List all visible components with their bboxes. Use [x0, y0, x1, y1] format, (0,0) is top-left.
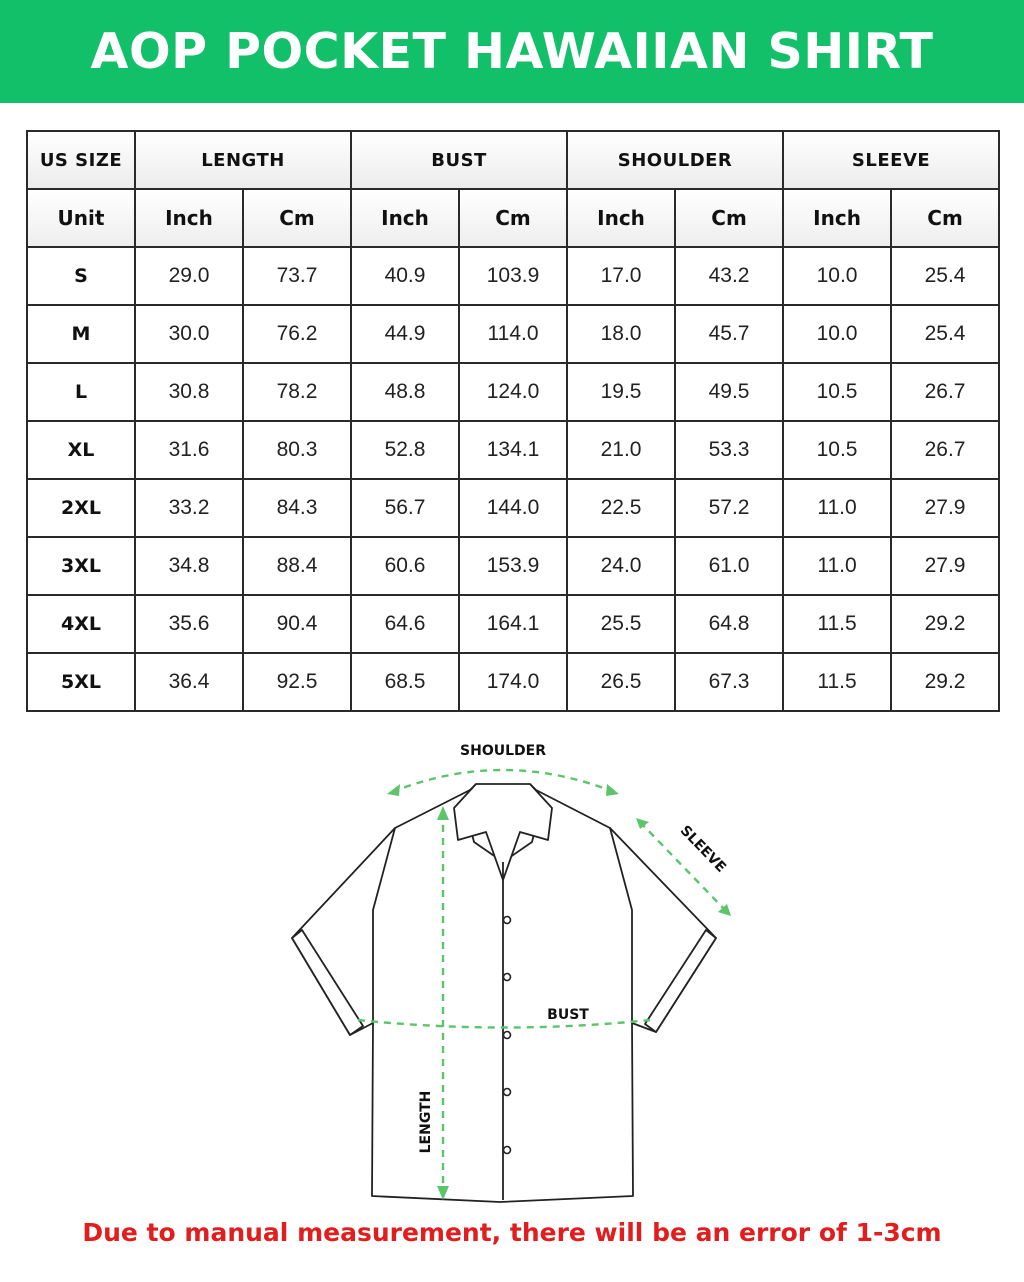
measurement-cell: 30.8: [135, 363, 243, 421]
table-row: [27, 653, 999, 711]
measurement-cell: 11.0: [783, 537, 891, 595]
measurement-cell: 25.5: [567, 595, 675, 653]
measurement-cell: 49.5: [675, 363, 783, 421]
size-cell: L: [27, 363, 135, 421]
measurement-cell: 56.7: [351, 479, 459, 537]
measurement-cell: 114.0: [459, 305, 567, 363]
measurement-cell: 31.6: [135, 421, 243, 479]
size-cell: M: [27, 305, 135, 363]
measurement-cell: 103.9: [459, 247, 567, 305]
size-cell: 4XL: [27, 595, 135, 653]
bust-header: BUST: [351, 131, 567, 189]
measurement-cell: 19.5: [567, 363, 675, 421]
length-label: LENGTH: [418, 1090, 434, 1154]
shirt-outline: [292, 784, 716, 1202]
measurement-cell: 124.0: [459, 363, 567, 421]
measurement-cell: 78.2: [243, 363, 351, 421]
table-row: [27, 479, 999, 537]
measurement-cell: 10.0: [783, 305, 891, 363]
measurement-cell: 33.2: [135, 479, 243, 537]
measurement-cell: 88.4: [243, 537, 351, 595]
measurement-cell: 22.5: [567, 479, 675, 537]
size-cell: 3XL: [27, 537, 135, 595]
measurement-cell: 26.5: [567, 653, 675, 711]
measurement-cell: 26.7: [891, 421, 999, 479]
measurement-cell: 48.8: [351, 363, 459, 421]
unit-header: Inch: [135, 189, 243, 247]
measurement-cell: 29.2: [891, 595, 999, 653]
bust-label: BUST: [547, 1007, 589, 1023]
measurement-cell: 36.4: [135, 653, 243, 711]
measurement-cell: 64.6: [351, 595, 459, 653]
measurement-cell: 18.0: [567, 305, 675, 363]
measurement-cell: 11.5: [783, 595, 891, 653]
table-row: [27, 537, 999, 595]
unit-header: Inch: [351, 189, 459, 247]
measurement-cell: 64.8: [675, 595, 783, 653]
measurement-cell: 61.0: [675, 537, 783, 595]
measurement-cell: 60.6: [351, 537, 459, 595]
sleeve-header: SLEEVE: [783, 131, 999, 189]
unit-header: Cm: [459, 189, 567, 247]
measurement-cell: 11.0: [783, 479, 891, 537]
measurement-cell: 52.8: [351, 421, 459, 479]
measurement-cell: 45.7: [675, 305, 783, 363]
measurement-cell: 10.5: [783, 421, 891, 479]
measurement-cell: 27.9: [891, 479, 999, 537]
sleeve-label: SLEEVE: [676, 822, 729, 876]
measurement-cell: 29.0: [135, 247, 243, 305]
measurement-cell: 30.0: [135, 305, 243, 363]
title-banner: [0, 0, 1024, 103]
size-cell: XL: [27, 421, 135, 479]
measurement-cell: 174.0: [459, 653, 567, 711]
measurement-cell: 29.2: [891, 653, 999, 711]
measurement-cell: 10.5: [783, 363, 891, 421]
table-row: [27, 363, 999, 421]
measurement-cell: 21.0: [567, 421, 675, 479]
table-row: [27, 305, 999, 363]
unit-label: Unit: [27, 189, 135, 247]
unit-header: Cm: [675, 189, 783, 247]
table-row: [27, 421, 999, 479]
unit-header: Inch: [567, 189, 675, 247]
measurement-cell: 10.0: [783, 247, 891, 305]
size-cell: S: [27, 247, 135, 305]
measurement-cell: 67.3: [675, 653, 783, 711]
measurement-cell: 40.9: [351, 247, 459, 305]
measurement-cell: 80.3: [243, 421, 351, 479]
measurement-cell: 153.9: [459, 537, 567, 595]
shirt-measurement-diagram: [0, 730, 1024, 1220]
measurement-cell: 34.8: [135, 537, 243, 595]
measurement-cell: 90.4: [243, 595, 351, 653]
measurement-cell: 11.5: [783, 653, 891, 711]
measurement-error-note: Due to manual measurement, there will be an error of 1-3cm: [82, 1218, 942, 1247]
measurement-cell: 84.3: [243, 479, 351, 537]
measurement-cell: 43.2: [675, 247, 783, 305]
measurement-cell: 25.4: [891, 305, 999, 363]
unit-header: Cm: [891, 189, 999, 247]
measurement-cell: 57.2: [675, 479, 783, 537]
shoulder-header: SHOULDER: [567, 131, 783, 189]
measurement-cell: 92.5: [243, 653, 351, 711]
measurement-cell: 53.3: [675, 421, 783, 479]
table-row: [27, 595, 999, 653]
measurement-cell: 76.2: [243, 305, 351, 363]
shoulder-label: SHOULDER: [460, 743, 546, 759]
measurement-cell: 164.1: [459, 595, 567, 653]
table-row: [27, 247, 999, 305]
measurement-cell: 17.0: [567, 247, 675, 305]
measurement-cell: 27.9: [891, 537, 999, 595]
measurement-cell: 134.1: [459, 421, 567, 479]
measurement-cell: 26.7: [891, 363, 999, 421]
measurement-cell: 35.6: [135, 595, 243, 653]
measurement-cell: 144.0: [459, 479, 567, 537]
length-header: LENGTH: [135, 131, 351, 189]
shirt-illustration: [0, 730, 1024, 1220]
measurement-cell: 25.4: [891, 247, 999, 305]
unit-header: Cm: [243, 189, 351, 247]
unit-header-row: [27, 189, 999, 247]
page-title: AOP POCKET HAWAIIAN SHIRT: [90, 23, 934, 80]
measurement-cell: 24.0: [567, 537, 675, 595]
size-rows: [27, 247, 999, 711]
measurement-cell: 68.5: [351, 653, 459, 711]
size-cell: 5XL: [27, 653, 135, 711]
group-header-row: [27, 131, 999, 189]
us-size-header: US SIZE: [27, 131, 135, 189]
size-chart-table: [26, 130, 1000, 712]
measurement-cell: 73.7: [243, 247, 351, 305]
size-cell: 2XL: [27, 479, 135, 537]
measurement-cell: 44.9: [351, 305, 459, 363]
unit-header: Inch: [783, 189, 891, 247]
